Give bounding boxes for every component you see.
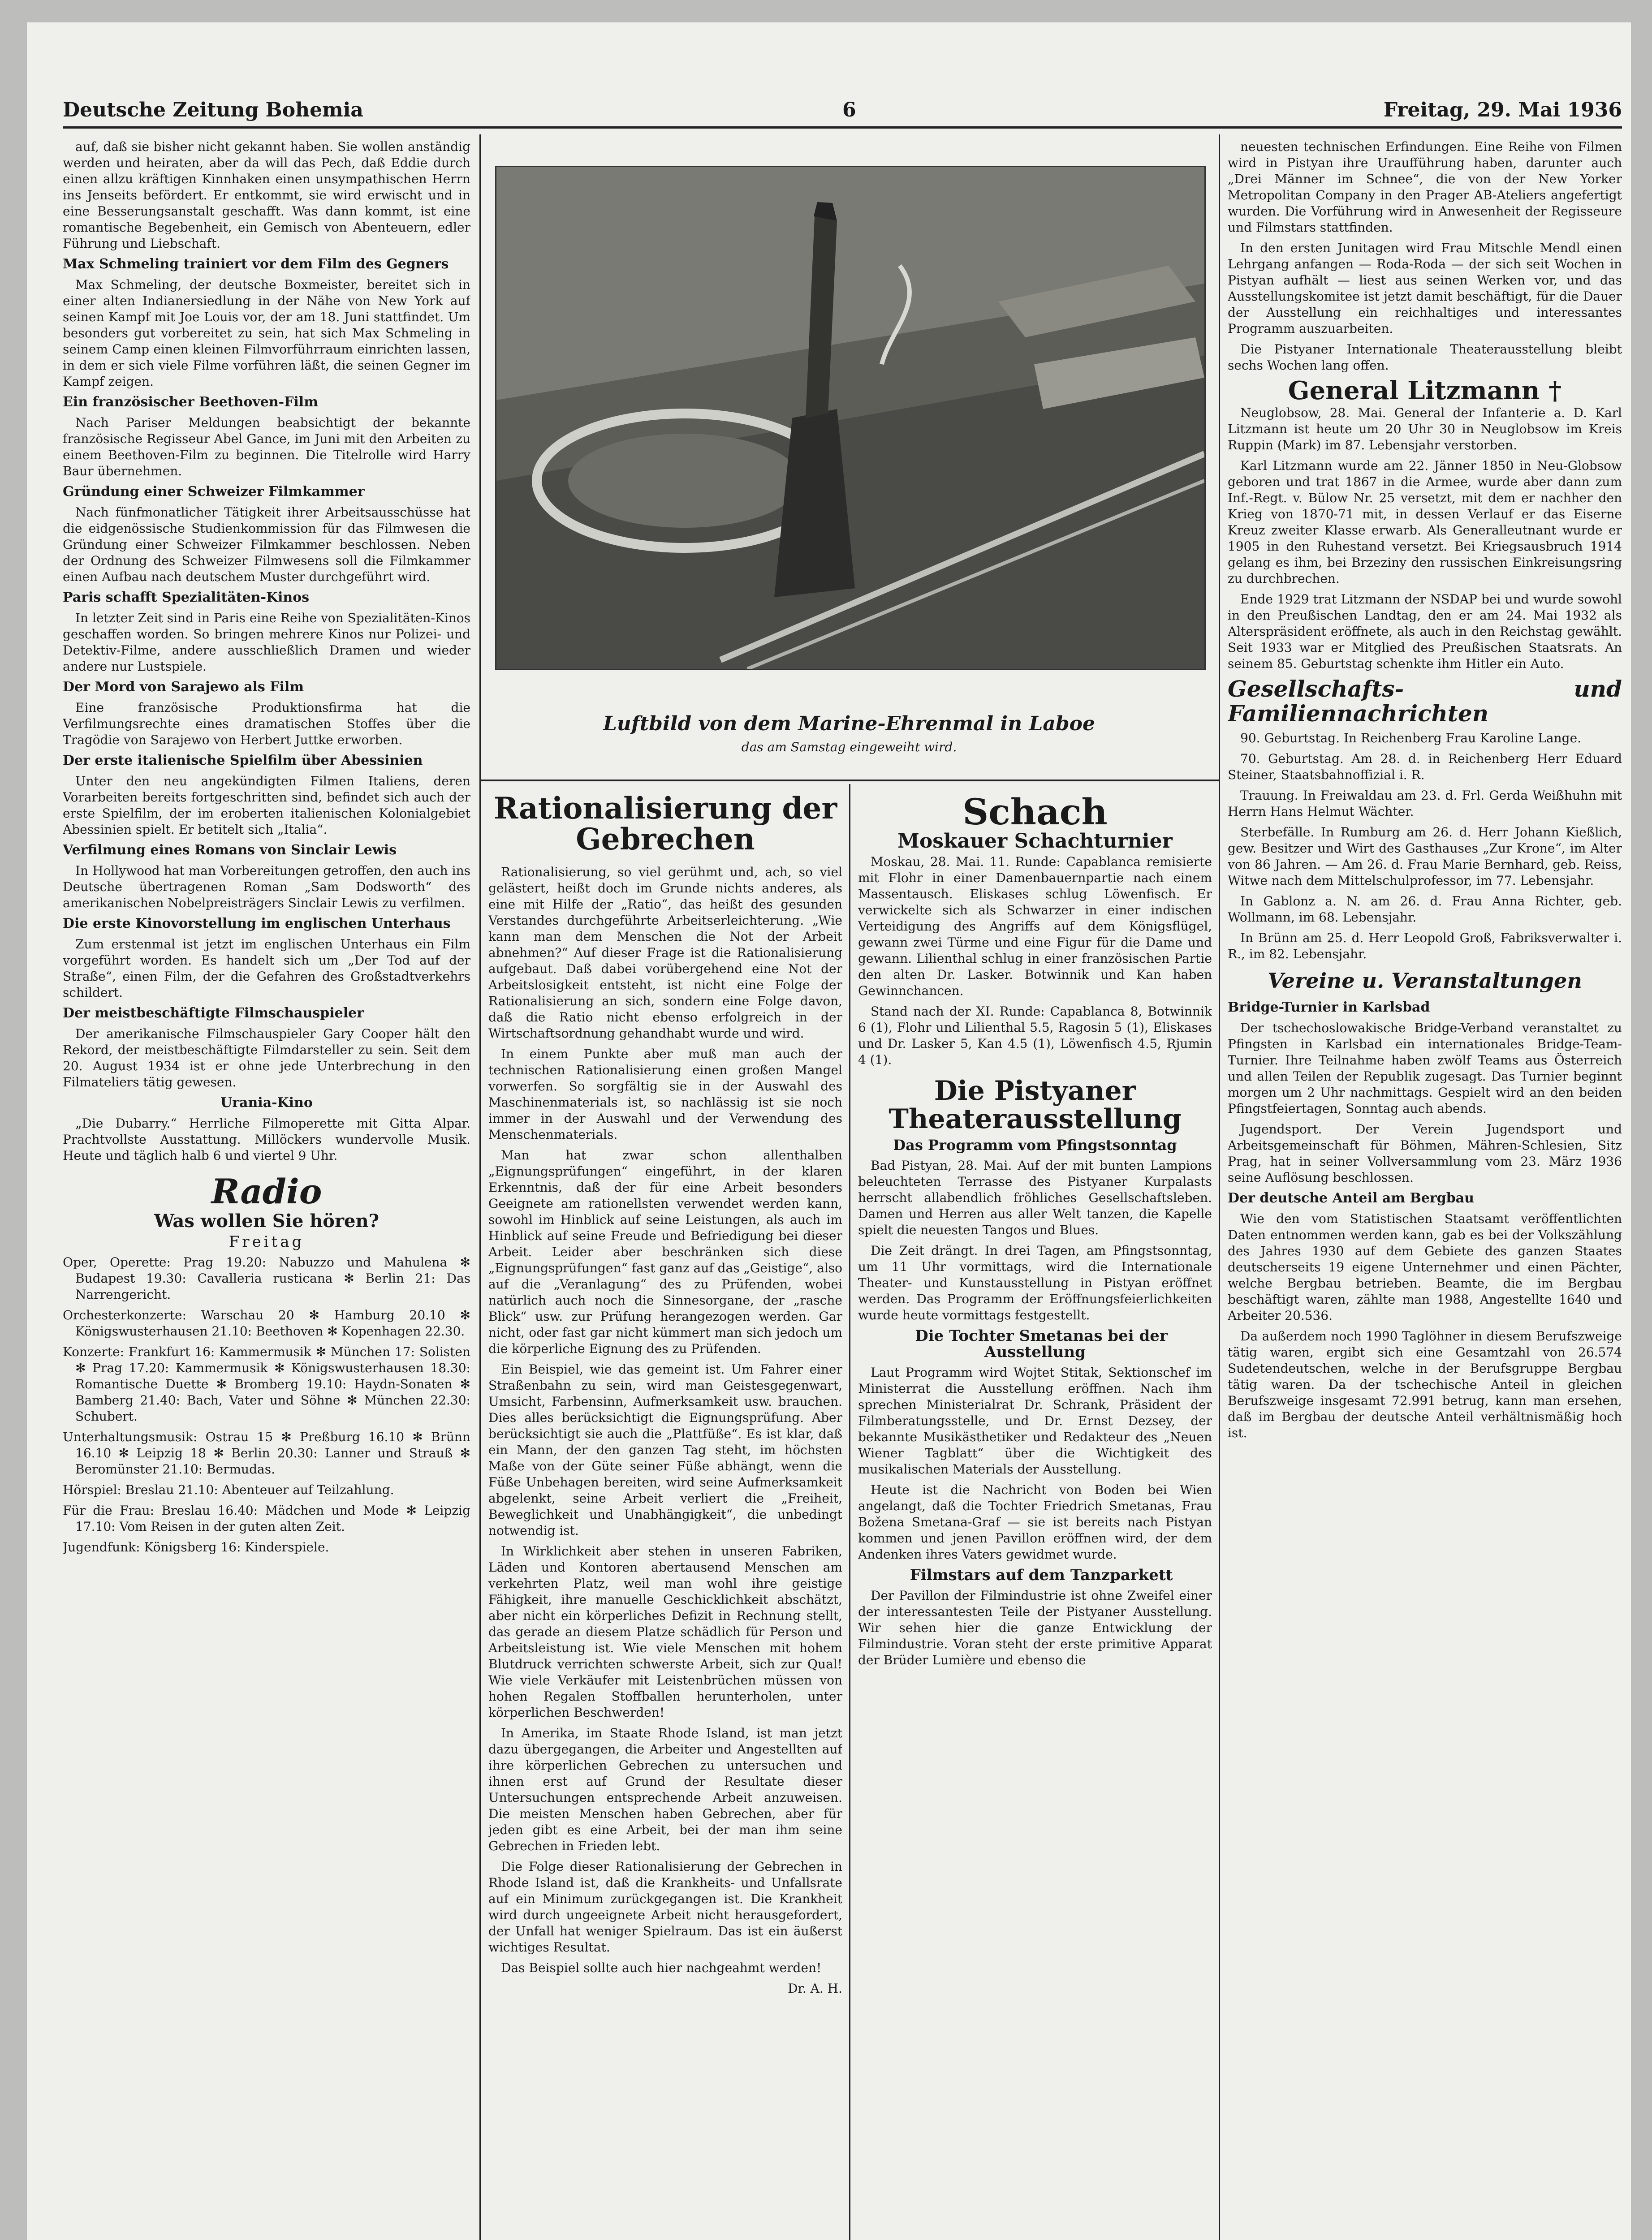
issue-date: Freitag, 29. Mai 1936 xyxy=(1383,99,1622,121)
article-text: Neuglobsow, 28. Mai. General der Infanterie a. D. Karl Litzmann ist heute um 20 Uhr 30 in Neuglobsow im Kreis Ruppin (Mark) im 87. Lebensjahr verstorben. xyxy=(1228,405,1622,452)
newspaper-page xyxy=(27,22,1631,2240)
caption-title: Luftbild von dem Marine-Ehrenmal in Laboe xyxy=(603,712,1096,735)
photo-bottom-rule xyxy=(479,780,1219,781)
radio-title: Radio xyxy=(211,1172,322,1211)
cinema-advert: „Die Dubarry.“ Herrliche Filmoperette mit Gitta Alpar. Prachtvollste Ausstattung. Millöckers wundervolle Musik. Heute und täglich halb 6 und viertel 9 Uhr. xyxy=(63,1116,470,1163)
article-text: Karl Litzmann wurde am 22. Jänner 1850 in Neu-Globsow geboren und trat 1867 in die Armee, wurde aber dann zum Inf.-Regt. v. Bülow Nr. 25 versetzt, mit dem er nachher den Krieg von 1870-71 mit, in dessen Verlauf er das Eiserne Kreuz zweiter Klasse erwarb. Als Generalleutnant wurde er 1905 in den Ruhestand versetzt. Bei Kriegsausbruch 1914 gelang es ihm, bei Brzeziny den russischen Einkreisungsring zu durchbrechen. xyxy=(1228,458,1622,586)
article-text: Nach Pariser Meldungen beabsichtigt der bekannte französische Regisseur Abel Gance, im Juni mit den Arbeiten zu einem Beethoven-Film zu beginnen. Die Titelrolle wird Harry Baur übernehmen. xyxy=(63,415,470,478)
article-heading: Der deutsche Anteil am Bergbau xyxy=(1228,1190,1474,1206)
article-text: Zum erstenmal ist jetzt im englischen Unterhaus ein Film vorgeführt worden. Es handelt sich um „Der Tod auf der Straße“, einen Film, der die Gefahren des Großstadtverkehrs schildert. xyxy=(63,937,470,1000)
header-rule xyxy=(63,126,1622,129)
article-text: Der tschechoslowakische Bridge-Verband veranstaltet zu Pfingsten in Karlsbad ein internationales Bridge-Team-Turnier. Ihre Teilnahme haben zwölf Teams aus Österreich und allen Teilen der Republik zugesagt. Das Turnier beginnt morgen um 2 Uhr nachmittags. Gespielt wird an den beiden Pfingstfeiertagen, Sonntag auch abends. xyxy=(1228,1020,1622,1116)
family-news-item: 90. Geburtstag. In Reichenberg Frau Karoline Lange. xyxy=(1240,731,1582,745)
article-text: In den ersten Junitagen wird Frau Mitschle Mendl einen Lehrgang anfangen — Roda-Roda — der sich seit Wochen in Pistyan aufhält — liest aus seinen Werken vor, und das Ausstellungskomitee ist jetzt damit beschäftigt, für die Dauer der Ausstellung ein reichhaltiges und interessantes Programm auszuarbeiten. xyxy=(1228,241,1622,336)
article-text: Der Pavillon der Filmindustrie ist ohne Zweifel einer der interessantesten Teile der Pistyaner Ausstellung. Wir sehen hier die ganze Entwicklung der Filmindustrie. Voran steht der erste primitive Apparat der Brüder Lumière und ebenso die xyxy=(858,1588,1212,1667)
article-text: Man hat zwar schon allenthalben „Eignungsprüfungen“ eingeführt, in der klaren Erkenntnis, daß der für eine Arbeit besonders Geeignete am rationellsten verwendet werden kann, sowohl im Hinblick auf seine Leistungen, als auch im Hinblick auf seine Freude und Befriedigung bei dieser Arbeit. Leider aber beschränken sich diese „Eignungsprüfungen“ fast ganz auf das „Geistige“, also auf die „Veranlagung“ des zu Prüfenden, wobei natürlich auch noch die Sinnesorgane, der „rasche Blick“ usw. zur Prüfung herangezogen werden. Gar nicht, oder fast gar nicht kümmert man sich jedoch um die körperliche Eignung des zu Prüfenden. xyxy=(488,1147,842,1356)
radio-program-item: Orchesterkonzerte: Warschau 20 ✻ Hamburg 20.10 ✻ Königswusterhausen 21.10: Beethoven ✻ Kopenhagen 22.30. xyxy=(63,1307,470,1339)
story-continuation: neuesten technischen Erfindungen. Eine Reihe von Filmen wird in Pistyan ihre Uraufführung haben, darunter auch „Drei Männer im Schnee“, die von der New Yorker Metropolitan Company in den Prager AB-Ateliers angefertigt wurden. Die Vorführung wird in Anwesenheit der Regisseure und Filmstars stattfinden. xyxy=(1228,139,1622,235)
article-text: Die Pistyaner Internationale Theaterausstellung bleibt sechs Wochen lang offen. xyxy=(1228,342,1622,373)
article-heading: Der erste italienische Spielfilm über Abessinien xyxy=(63,753,423,768)
article-heading: Filmstars auf dem Tanzparkett xyxy=(910,1566,1173,1584)
article-text: Ein Beispiel, wie das gemeint ist. Um Fahrer einer Straßenbahn zu sein, wird man Geistesgegenwart, Umsicht, Farbensinn, Aufmerksamkeit usw. brauchen. Dies alles berücksichtigt die Eignungsprüfung. Aber berücksichtigt sie auch die „Plattfüße“. Es ist klar, daß ein Mann, der den ganzen Tag steht, im höchsten Maße von der Güte seiner Füße abhängt, wenn die Füße Unbehagen bereiten, wird seine Aufmerksamkeit abgelenkt, seine Arbeit verliert die „Freiheit, Beweglichkeit und Unabhängigkeit“, die unbedingt notwendig ist. xyxy=(488,1361,842,1538)
radio-program-item: Hörspiel: Breslau 21.10: Abenteuer auf Teilzahlung. xyxy=(63,1482,394,1497)
article-text: Das Beispiel sollte auch hier nachgeahmt werden! xyxy=(501,1960,822,1975)
chess-title: Schach xyxy=(962,793,1108,833)
article-text: Jugendsport. Der Verein Jugendsport und Arbeitsgemeinschaft für Böhmen, Mähren-Schlesien, Sitz Prag, hat in seiner Vollversammlung vom 23. März 1936 seine Auflösung beschlossen. xyxy=(1228,1121,1622,1185)
column-rationalisierung xyxy=(488,793,842,2240)
article-heading: Der Mord von Sarajewo als Film xyxy=(63,679,304,695)
article-text: Nach fünfmonatlicher Tätigkeit ihrer Arbeitsausschüsse hat die eidgenössische Studienkommission für das Filmwesen die Gründung einer Schweizer Filmkammer beschlossen. Neben der Ordnung des Schweizer Filmwesens soll die Filmkammer einen Aufbau nach deutschem Muster durchgeführt wird. xyxy=(63,505,470,584)
radio-subtitle: Was wollen Sie hören? xyxy=(154,1210,380,1232)
article-text: In Wirklichkeit aber stehen in unseren Fabriken, Läden und Kontoren abertausend Menschen am verkehrten Platz, weil man wohl ihre geistige Fähigkeit, ihre manuelle Geschicklichkeit abschätzt, aber nicht ein körperliches Defizit in Rechnung stellt, das gerade an diesem Platze schädlich für Person und Arbeitsleistung ist. Wie viele Menschen mit hohem Blutdruck verrichten schwerste Arbeit, sich zur Qual! Wie viele Verkäufer mit Leistenbrüchen müssen von hohen Regalen Stoffballen herunterholen, unter körperlichen Beschwerden! xyxy=(488,1543,842,1720)
article-text: Die Zeit drängt. In drei Tagen, am Pfingstsonntag, um 11 Uhr vormittags, wird die Internationale Theater- und Kunstausstellung in Pistyan eröffnet werden. Das Programm der Eröffnungsfeierlichkeiten wurde heute vormittags festgestellt. xyxy=(858,1243,1212,1322)
article-text: Wie den vom Statistischen Staatsamt veröffentlichten Daten entnommen werden kann, gab es bei der Volkszählung des Jahres 1930 auf dem Gebiete des ganzen Staates deutscherseits 19 eigene Unternehmer und einen Pächter, welche Bergbau betrieben. Beamte, die im Bergbau beschäftigt waren, zählte man 1988, Angestellte 1640 und Arbeiter 20.536. xyxy=(1228,1211,1622,1323)
caption-subtitle: das am Samstag eingeweiht wird. xyxy=(741,740,957,754)
article-text: Da außerdem noch 1990 Taglöhner in diesem Berufszweige tätig waren, ergibt sich eine Gesamtzahl von 26.574 Sudetendeutschen, welche in der Berufsgruppe Bergbau tätig waren. Da der tschechische Anteil in gleichen Berufszweige insgesamt 72.991 betrug, kann man ersehen, daß im Bergbau der deutsche Anteil verhältnismäßig hoch ist. xyxy=(1228,1328,1622,1440)
article-heading: Paris schafft Spezialitäten-Kinos xyxy=(63,590,310,605)
radio-program-item: Für die Frau: Breslau 16.40: Mädchen und Mode ✻ Leipzig 17.10: Vom Reisen in der guten alten Zeit. xyxy=(63,1503,470,1534)
article-title: Rationalisierung der Gebrechen xyxy=(493,793,837,857)
article-heading: Gründung einer Schweizer Filmkammer xyxy=(63,484,365,500)
family-news-item: 70. Geburtstag. Am 28. d. in Reichenberg Herr Eduard Steiner, Staatsbahnoffizial i. R. xyxy=(1228,751,1622,782)
column-divider xyxy=(479,134,481,2240)
article-text: Eine französische Produktionsfirma hat die Verfilmungsrechte eines dramatischen Stoffes über die Tragödie von Sarajewo von Herbert Juttke erworben. xyxy=(63,700,470,747)
cinema-heading: Urania-Kino xyxy=(220,1095,313,1111)
column-divider xyxy=(1219,134,1220,2240)
page-header xyxy=(63,99,1622,125)
pistyan-subtitle: Das Programm vom Pfingstsonntag xyxy=(893,1137,1177,1154)
chess-subtitle: Moskauer Schachturnier xyxy=(897,830,1173,853)
article-text: Unter den neu angekündigten Filmen Italiens, deren Vorarbeiten bereits fortgeschritten sind, befindet sich auch der erste Spielfilm, der im eroberten italienischen Kolonialgebiet Abessinien spielt. Er betitelt sich „Italia“. xyxy=(63,774,470,837)
radio-program-item: Unterhaltungsmusik: Ostrau 15 ✻ Preßburg 16.10 ✻ Brünn 16.10 ✻ Leipzig 18 ✻ Berlin 20.30: Lanner und Strauß ✻ Beromünster 21.10: Bermudas. xyxy=(63,1429,470,1477)
radio-day: Freitag xyxy=(229,1232,305,1251)
article-text: In letzter Zeit sind in Paris eine Reihe von Spezialitäten-Kinos geschaffen worden. So bringen mehrere Kinos nur Polizei- und Detektiv-Filme, andere ausschließlich Dramen und wieder andere nur Lustspiele. xyxy=(63,611,470,674)
article-heading: Der meistbeschäftigte Filmschauspieler xyxy=(63,1005,364,1021)
photo-caption xyxy=(495,712,1203,754)
family-news-item: In Brünn am 25. d. Herr Leopold Groß, Fabriksverwalter i. R., im 82. Lebensjahr. xyxy=(1228,930,1622,961)
story-continuation: auf, daß sie bisher nicht gekannt haben. Sie wollen anständig werden und heiraten, aber da will das Pech, daß Eddie durch einen allzu kräftigen Kinnhaken einen unsympathischen Herrn ins Jenseits befördert. Er entkommt, sie wird erwischt und in eine Besserungsanstalt geschafft. Was dann kommt, ist eine romantische Begebenheit, ein Gemisch von Abenteuern, edler Führung und Liebschaft. xyxy=(63,139,470,251)
article-text: Bad Pistyan, 28. Mai. Auf der mit bunten Lampions beleuchteten Terrasse des Pistyaner Kurpalasts herrscht allabendlich fröhliches Gesellschaftsleben. Damen und Herren aus aller Welt tanzen, die Kapelle spielt die neuesten Tangos und Blues. xyxy=(858,1158,1212,1237)
family-news-item: Sterbefälle. In Rumburg am 26. d. Herr Johann Kießlich, gew. Besitzer und Wirt des Gasthauses „Zur Krone“, im Alter von 86 Jahren. — Am 26. d. Frau Marie Bernhard, geb. Reiss, Witwe nach dem Mittelschulprofessor, im 77. Lebensjahr. xyxy=(1228,825,1622,888)
article-heading: Bridge-Turnier in Karlsbad xyxy=(1228,999,1430,1015)
column-schach-pistyan xyxy=(858,793,1212,2240)
radio-program-item: Oper, Operette: Prag 19.20: Nabuzzo und Mahulena ✻ Budapest 19.30: Cavalleria rusticana ✻ Berlin 21: Das Narrengericht. xyxy=(63,1254,470,1302)
article-text: Ende 1929 trat Litzmann der NSDAP bei und wurde sowohl in den Preußischen Landtag, den er am 24. Mai 1932 als Alterspräsident eröffnete, als auch in den Reichstag gewählt. Seit 1933 war er Mitglied des Preußischen Staatsrats. An seinem 85. Geburtstag schenkte ihm Hitler ein Auto. xyxy=(1228,592,1622,671)
chess-report: Moskau, 28. Mai. 11. Runde: Capablanca remisierte mit Flohr in einer Damenbauernpartie nach einem Massentausch. Eliskases schlug Löwenfisch. Er verwickelte sich als Schwarzer in einer indischen Verteidigung des Angriffs auf dem Königsflügel, gewann zwei Türme und eine Figur für die Dame und gewann. Lilienthal schlug in einer französischen Partie den alten Dr. Lasker. Botwinnik und Kan haben Gewinnchancen. xyxy=(858,854,1212,998)
article-heading: Die Tochter Smetanas bei der Ausstellung xyxy=(915,1327,1168,1361)
article-text: In Hollywood hat man Vorbereitungen getroffen, den auch ins Deutsche übertragenen Roman „Sam Dodsworth“ des amerikanischen Nobelpreisträgers Sinclair Lewis zu verfilmen. xyxy=(63,863,470,910)
column-litzmann-familie xyxy=(1228,139,1622,2240)
article-text: Max Schmeling, der deutsche Boxmeister, bereitet sich in einer alten Indianersiedlung in der Nähe von New York auf seinen Kampf mit Joe Louis vor, der am 18. Juni stattfindet. Um besonders gut vorbereitet zu sein, hat sich Max Schmeling in seinem Camp einen kleinen Filmvorführraum einrichten lassen, in dem er sich viele Filme vorführen läßt, die seinen Gegner im Kampf zeigen. xyxy=(63,277,470,389)
radio-program-item: Konzerte: Frankfurt 16: Kammermusik ✻ München 17: Solisten ✻ Prag 17.20: Kammermusik ✻ Königswusterhausen 18.30: Romantische Duette ✻ Bromberg 19.10: Haydn-Sonaten ✻ Bamberg 21.40: Bach, Vater und Söhne ✻ München 22.30: Schubert. xyxy=(63,1344,470,1424)
article-text: In einem Punkte aber muß man auch der technischen Rationalisierung einen großen Mangel vorwerfen. So sorgfältig sie in der Auswahl des Maschinenmaterials ist, so nachlässig ist sie noch immer in der Auswahl und der Verwendung des Menschenmaterials. xyxy=(488,1046,842,1142)
article-text: Der amerikanische Filmschauspieler Gary Cooper hält den Rekord, der meistbeschäftigte Filmdarsteller zu sein. Seit dem 20. August 1934 ist er ohne jede Unterbrechung in den Filmateliers tätig gewesen. xyxy=(63,1026,470,1090)
article-heading: Max Schmeling trainiert vor dem Film des Gegners xyxy=(63,256,449,272)
author-signature: Dr. A. H. xyxy=(788,1981,842,1996)
article-text: Rationalisierung, so viel gerühmt und, ach, so viel gelästert, heißt doch im Grunde nichts anderes, als eine mit Hilfe der „Ratio“, das heißt des gesunden Verstandes durchgeführte Arbeitserleichterung. „Wie kann man dem Menschen die Not der Arbeit abnehmen?“ Auf dieser Frage ist die Rationalisierung aufgebaut. Daß dabei vorübergehend eine Not der Arbeitslosigkeit entsteht, ist nicht eine Folge der Rationalisierung an sich, sondern eine Folge davon, daß die Ratio nicht ebenso erfolgreich in der Wirtschaftsordnung gehandhabt wurde und wird. xyxy=(488,864,842,1041)
article-heading: Ein französischer Beethoven-Film xyxy=(63,394,318,410)
column-film-radio xyxy=(63,139,470,2240)
article-heading: Verfilmung eines Romans von Sinclair Lewis xyxy=(63,842,397,858)
newspaper-name: Deutsche Zeitung Bohemia xyxy=(63,99,363,121)
article-text: In Amerika, im Staate Rhode Island, ist man jetzt dazu übergegangen, die Arbeiter und Angestellten auf ihre körperlichen Gebrechen zu untersuchen und ihnen erst auf Grund der Resultate dieser Untersuchungen entsprechende Arbeit anzuweisen. Die meisten Menschen haben Gebrechen, aber für jeden gibt es eine Arbeit, bei der man ihm seine Gebrechen in Frieden lebt. xyxy=(488,1725,842,1853)
chess-standings: Stand nach der XI. Runde: Capablanca 8, Botwinnik 6 (1), Flohr und Lilienthal 5.5, Ragosin 5 (1), Eliskases und Dr. Lasker 5, Kan 4.5 (1), Löwenfisch 4.5, Rjumin 4 (1). xyxy=(858,1004,1212,1067)
page-number: 6 xyxy=(842,99,856,121)
aerial-photo-laboe xyxy=(495,166,1206,670)
article-heading: Die erste Kinovorstellung im englischen Unterhaus xyxy=(63,916,451,931)
aerial-photo-drawing xyxy=(496,167,1204,669)
article-text: Laut Programm wird Wojtet Stitak, Sektionschef im Ministerrat die Ausstellung eröffnen. Nach ihm sprechen Ministerialrat Dr. Schrank, Präsident der Filmberatungsstelle, und Dr. Ernst Dezsey, der bekannte Musikästhetiker und Redakteur des „Neuen Wiener Tagblatt“ über die Wichtigkeit des musikalischen Materials der Ausstellung. xyxy=(858,1365,1212,1477)
article-text: Heute ist die Nachricht von Boden bei Wien angelangt, daß die Tochter Friedrich Smetanas, Frau Božena Smetana-Graf — sie ist bereits nach Pistyan kommen und jenen Pavillon eröffnen wird, der dem Andenken ihres Vaters gewidmet wurde. xyxy=(858,1482,1212,1562)
pistyan-title: Die Pistyaner Theaterausstellung xyxy=(889,1075,1182,1135)
column-divider xyxy=(849,784,850,2240)
article-text: Die Folge dieser Rationalisierung der Gebrechen in Rhode Island ist, daß die Krankheits- und Unfallsrate auf ein Minimum zurückgegangen ist. Die Krankheit wird durch ungeeignete Arbeit nicht herausgefordert, der Unfall hat weniger Spielraum. Das ist ein äußerst wichtiges Resultat. xyxy=(488,1859,842,1955)
radio-program-item: Jugendfunk: Königsberg 16: Kinderspiele. xyxy=(63,1539,329,1555)
family-news-item: In Gablonz a. N. am 26. d. Frau Anna Richter, geb. Wollmann, im 68. Lebensjahr. xyxy=(1228,894,1622,925)
litzmann-title: General Litzmann † xyxy=(1288,376,1562,405)
family-news-item: Trauung. In Freiwaldau am 23. d. Frl. Gerda Weißhuhn mit Herrn Hans Helmut Wächter. xyxy=(1228,788,1622,819)
events-title: Vereine u. Veranstaltungen xyxy=(1268,969,1582,993)
family-news-title: Gesellschafts- und Familiennachrichten xyxy=(1228,676,1622,727)
